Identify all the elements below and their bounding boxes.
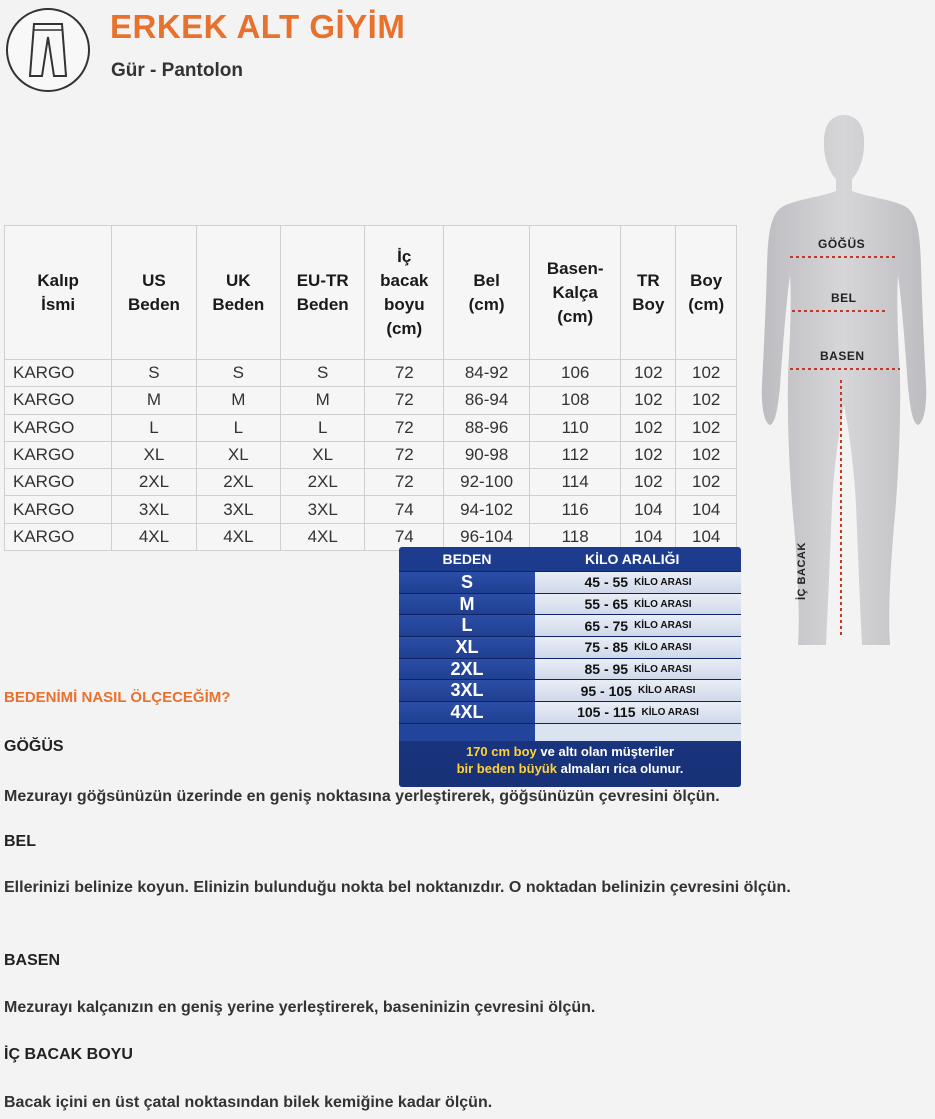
table-cell: 108: [529, 387, 620, 414]
table-cell: 96-104: [444, 523, 530, 550]
table-cell: L: [112, 414, 196, 441]
table-cell: 2XL: [196, 469, 280, 496]
waist-text: Ellerinizi belinize koyun. Elinizin bulunduğu nokta bel noktanızdır. O noktadan belinizin çevresini ölçün.: [4, 879, 791, 896]
waist-heading: BEL: [4, 833, 36, 850]
weight-row-size: S: [399, 572, 535, 593]
hip-text: Mezurayı kalçanızın en geniş yerine yerleştirerek, baseninizin çevresini ölçün.: [4, 999, 596, 1016]
table-cell: 110: [529, 414, 620, 441]
table-cell: 102: [676, 360, 737, 387]
table-cell: 94-102: [444, 496, 530, 523]
weight-table-row: [399, 614, 741, 636]
table-cell: KARGO: [5, 414, 112, 441]
table-cell: 102: [621, 414, 676, 441]
table-cell: 102: [676, 469, 737, 496]
table-row: [5, 441, 737, 468]
table-cell: 88-96: [444, 414, 530, 441]
table-cell: M: [196, 387, 280, 414]
weight-row-range: 95 - 105 KİLO ARASI: [535, 680, 741, 701]
table-cell: 104: [621, 496, 676, 523]
weight-table-row: [399, 679, 741, 701]
table-cell: 106: [529, 360, 620, 387]
size-table-header: US Beden: [112, 226, 196, 360]
table-row: [5, 387, 737, 414]
table-cell: 74: [365, 523, 444, 550]
weight-row-range: 85 - 95 KİLO ARASI: [535, 659, 741, 680]
table-cell: 104: [676, 496, 737, 523]
table-cell: 104: [621, 523, 676, 550]
weight-row-range: 45 - 55 KİLO ARASI: [535, 572, 741, 593]
table-cell: 72: [365, 469, 444, 496]
table-cell: KARGO: [5, 360, 112, 387]
table-row: [5, 496, 737, 523]
weight-row-range: 65 - 75 KİLO ARASI: [535, 615, 741, 636]
table-cell: M: [112, 387, 196, 414]
size-table-header: UK Beden: [196, 226, 280, 360]
weight-row-size: L: [399, 615, 535, 636]
table-cell: 102: [621, 360, 676, 387]
body-measure-figure: [752, 105, 935, 665]
size-table-header: Boy (cm): [676, 226, 737, 360]
table-cell: KARGO: [5, 496, 112, 523]
chest-heading: GÖĞÜS: [4, 738, 64, 755]
pants-logo-icon: [6, 8, 90, 92]
table-cell: 102: [676, 441, 737, 468]
weight-table-row: [399, 658, 741, 680]
weight-row-size: 4XL: [399, 702, 535, 723]
table-cell: L: [196, 414, 280, 441]
table-cell: 72: [365, 360, 444, 387]
table-cell: KARGO: [5, 469, 112, 496]
weight-table-note: 170 cm boy ve altı olan müşteriler bir beden büyük almaları rica olunur.: [456, 743, 684, 776]
table-cell: 3XL: [196, 496, 280, 523]
size-table: [4, 225, 737, 551]
table-cell: S: [112, 360, 196, 387]
table-cell: 102: [621, 441, 676, 468]
table-row: [5, 360, 737, 387]
table-row: [5, 469, 737, 496]
table-cell: 4XL: [281, 523, 365, 550]
table-cell: 3XL: [112, 496, 196, 523]
table-cell: 2XL: [281, 469, 365, 496]
table-cell: S: [281, 360, 365, 387]
table-cell: 102: [676, 387, 737, 414]
body-silhouette: [752, 105, 935, 665]
weight-table-range-header: KİLO ARALIĞI: [585, 551, 680, 567]
weight-row-size: 2XL: [399, 659, 535, 680]
table-row: [5, 414, 737, 441]
table-cell: 4XL: [196, 523, 280, 550]
table-cell: 92-100: [444, 469, 530, 496]
table-cell: XL: [196, 441, 280, 468]
table-cell: 102: [621, 387, 676, 414]
weight-row-size: M: [399, 594, 535, 615]
guide-title: BEDENİMİ NASIL ÖLÇECEĞİM?: [4, 689, 231, 706]
table-cell: 3XL: [281, 496, 365, 523]
weight-range-table: [399, 547, 741, 787]
size-table-header: TR Boy: [621, 226, 676, 360]
table-cell: S: [196, 360, 280, 387]
table-cell: 72: [365, 414, 444, 441]
table-cell: KARGO: [5, 441, 112, 468]
page-subtitle: Gür - Pantolon: [111, 60, 243, 81]
table-cell: 112: [529, 441, 620, 468]
table-cell: 118: [529, 523, 620, 550]
weight-row-range: 55 - 65 KİLO ARASI: [535, 594, 741, 615]
table-cell: L: [281, 414, 365, 441]
table-cell: M: [281, 387, 365, 414]
table-cell: 102: [676, 414, 737, 441]
chest-text: Mezurayı göğsünüzün üzerinde en geniş noktasına yerleştirerek, göğsünüzün çevresini ölçün.: [4, 788, 720, 805]
weight-table-row: [399, 701, 741, 723]
weight-table-row: [399, 593, 741, 615]
weight-table-row: [399, 571, 741, 593]
table-cell: KARGO: [5, 387, 112, 414]
weight-row-size: XL: [399, 637, 535, 658]
inseam-text: Bacak içini en üst çatal noktasından bilek kemiğine kadar ölçün.: [4, 1094, 493, 1111]
weight-row-size: 3XL: [399, 680, 535, 701]
table-cell: 74: [365, 496, 444, 523]
size-table-header: EU-TR Beden: [281, 226, 365, 360]
hip-label: BASEN: [820, 349, 865, 363]
size-table-header: Kalıp İsmi: [5, 226, 112, 360]
weight-row-range: 75 - 85 KİLO ARASI: [535, 637, 741, 658]
waist-label: BEL: [831, 291, 857, 305]
chest-label: GÖĞÜS: [818, 237, 866, 251]
table-cell: 90-98: [444, 441, 530, 468]
table-cell: XL: [112, 441, 196, 468]
inseam-label: İÇ BACAK: [796, 542, 808, 600]
table-cell: 102: [621, 469, 676, 496]
table-cell: 72: [365, 387, 444, 414]
hip-heading: BASEN: [4, 952, 61, 969]
table-cell: 86-94: [444, 387, 530, 414]
table-cell: XL: [281, 441, 365, 468]
table-cell: 2XL: [112, 469, 196, 496]
table-cell: 114: [529, 469, 620, 496]
weight-table-row: [399, 636, 741, 658]
table-cell: 116: [529, 496, 620, 523]
table-cell: 104: [676, 523, 737, 550]
size-table-header: Basen- Kalça (cm): [529, 226, 620, 360]
weight-row-range: 105 - 115 KİLO ARASI: [535, 702, 741, 723]
weight-table-size-header: BEDEN: [442, 551, 492, 567]
table-cell: 72: [365, 441, 444, 468]
page-title: ERKEK ALT GİYİM: [110, 8, 406, 45]
table-cell: 84-92: [444, 360, 530, 387]
size-table-header: İç bacak boyu (cm): [365, 226, 444, 360]
size-table-header: Bel (cm): [444, 226, 530, 360]
table-cell: 4XL: [112, 523, 196, 550]
inseam-heading: İÇ BACAK BOYU: [4, 1046, 133, 1063]
table-cell: KARGO: [5, 523, 112, 550]
